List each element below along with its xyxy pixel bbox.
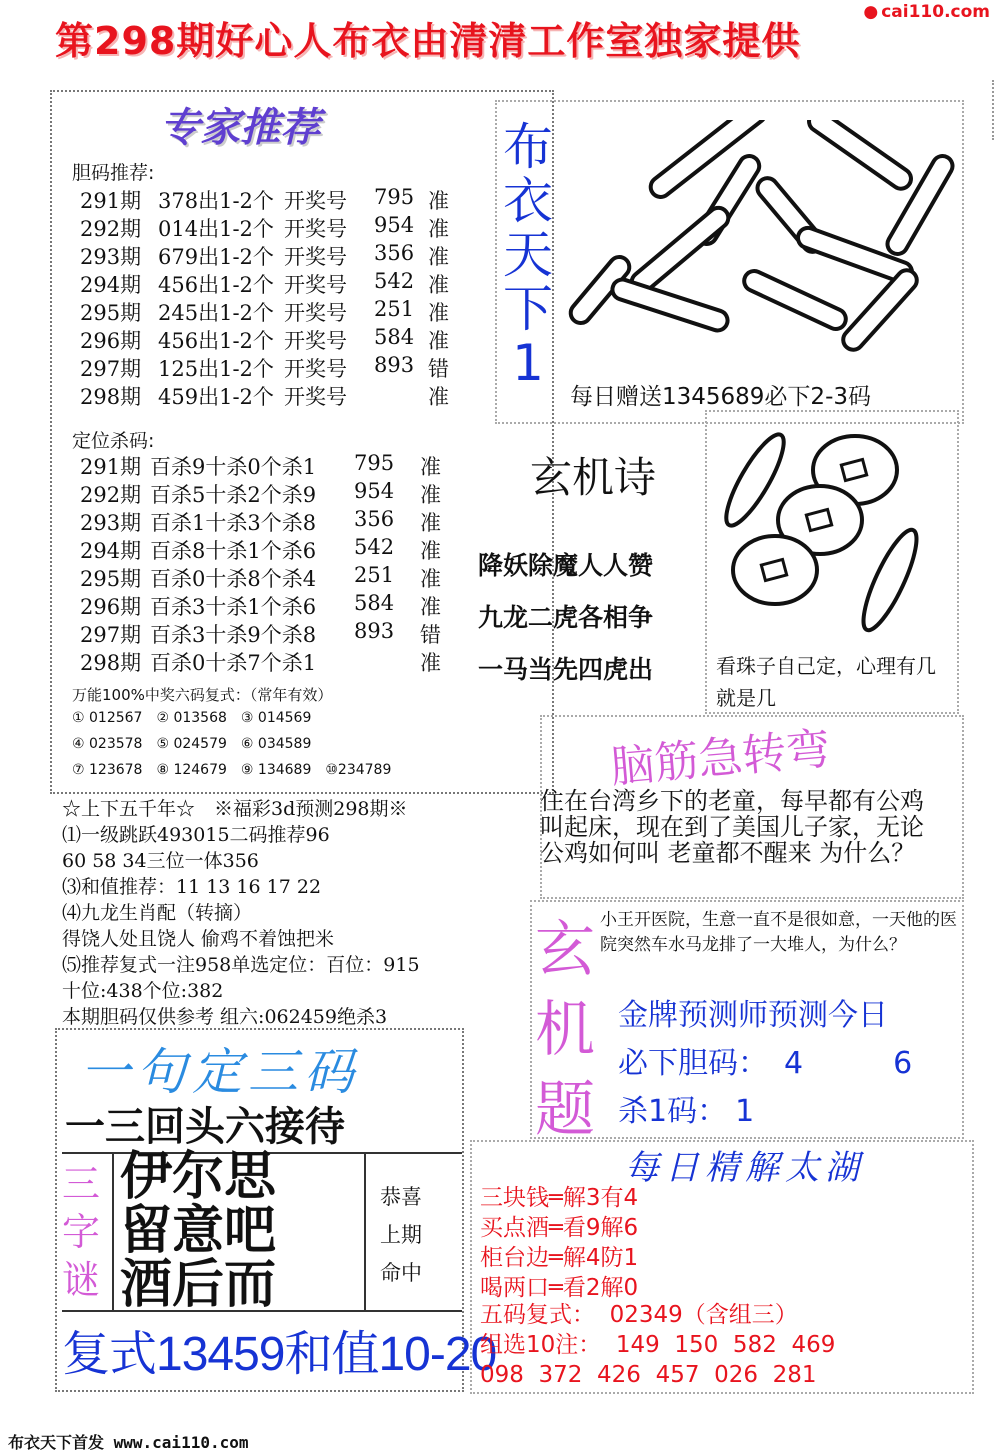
- logo-icon: ●: [863, 2, 879, 22]
- expert-heading: 专家推荐: [160, 105, 320, 151]
- label-cell: 开奖号: [284, 217, 347, 241]
- result-cell: 准: [420, 651, 441, 675]
- period-cell: 294期: [80, 539, 142, 563]
- phrase-text: 一三回头六接待: [65, 1104, 345, 1150]
- result-cell: 准: [420, 511, 441, 535]
- dan-table: [80, 185, 449, 409]
- num-cell: [374, 381, 428, 409]
- riddle-line: 酒后而: [120, 1254, 277, 1315]
- rec-cell: 125出1-2个: [158, 357, 274, 381]
- num-cell: 954: [354, 479, 395, 503]
- kill-one-value: 1: [735, 1094, 755, 1129]
- table-row: [80, 619, 441, 647]
- result-cell: 准: [428, 273, 449, 297]
- table-row: [80, 479, 441, 507]
- forecast-line: ⑴一级跳跃493015二码推荐96: [62, 824, 330, 846]
- buyi-char: 天: [503, 226, 553, 284]
- forecast-line: 60 58 34三位一体356: [62, 850, 259, 872]
- result-cell: 准: [428, 245, 449, 269]
- period-cell: 292期: [80, 483, 142, 507]
- buyi-char: 衣: [503, 172, 553, 230]
- rec-cell: 456出1-2个: [158, 273, 274, 297]
- congrats-line: 恭喜: [380, 1185, 422, 1209]
- riddle-line: 留意吧: [120, 1200, 277, 1261]
- six-code: ② 013568: [156, 710, 227, 726]
- period-cell: 298期: [80, 385, 142, 409]
- label-cell: 开奖号: [284, 385, 347, 409]
- six-code: ⑧ 124679: [156, 762, 227, 778]
- result-cell: 准: [428, 217, 449, 241]
- period-cell: 298期: [80, 651, 142, 675]
- six-codes: [72, 710, 405, 788]
- six-code-row: [72, 736, 405, 762]
- poem-line: 九龙二虎各相争: [478, 603, 654, 632]
- wuma-line: 五码复式： 02349（含组三）: [480, 1302, 798, 1328]
- num-cell: 893: [374, 353, 415, 377]
- must-a: 4: [784, 1046, 804, 1081]
- six-code: ① 012567: [72, 710, 143, 726]
- six-code: ⑩234789: [325, 762, 392, 778]
- poem-line: 降妖除魔人人赞: [478, 551, 654, 580]
- period-cell: 291期: [80, 455, 142, 479]
- period-cell: 291期: [80, 189, 142, 213]
- forecast-line: 得饶人处且饶人 偷鸡不着蚀把米: [62, 928, 335, 950]
- kill-label: 定位杀码:: [72, 430, 155, 452]
- brain-heading: 脑筋急转弯: [608, 723, 833, 794]
- num-cell: 542: [354, 535, 395, 559]
- table-row: [80, 325, 449, 353]
- buyi-char: 1: [512, 334, 544, 392]
- result-cell: 准: [428, 329, 449, 353]
- poem-note: 看珠子自己定，心理有几就是几: [716, 654, 936, 710]
- riddle-label-char: 三: [62, 1162, 101, 1206]
- num-cell: 795: [374, 185, 415, 209]
- table-row: [80, 353, 449, 381]
- congrats-line: 命中: [380, 1261, 422, 1285]
- rec-cell: 百杀3十杀1个杀6: [150, 595, 317, 619]
- table-row: [80, 563, 441, 591]
- buyi-char: 下: [503, 280, 553, 338]
- table-row: [80, 241, 449, 269]
- rec-cell: 百杀1十杀3个杀8: [150, 511, 317, 535]
- zuxuan-line: 组选10注： 149 150 582 469: [480, 1332, 836, 1358]
- label-cell: 开奖号: [284, 329, 347, 353]
- num-cell: 954: [374, 213, 415, 237]
- rec-cell: 百杀0十杀8个杀4: [150, 567, 317, 591]
- table-row: [80, 535, 441, 563]
- result-cell: 准: [420, 595, 441, 619]
- forecast-line: ⑶和值推荐：11 13 16 17 22: [62, 876, 322, 898]
- num-cell: [354, 647, 420, 675]
- result-cell: 准: [420, 539, 441, 563]
- page-title: 第298期好心人布衣由清清工作室独家提供: [55, 19, 801, 63]
- result-cell: 准: [420, 455, 441, 479]
- result-cell: 准: [428, 189, 449, 213]
- rec-cell: 459出1-2个: [158, 385, 274, 409]
- label-cell: 开奖号: [284, 301, 347, 325]
- logo-text: cai110.com: [881, 2, 990, 22]
- forecast-line: ⑷九龙生肖配（转摘）: [62, 902, 253, 924]
- six-code: ④ 023578: [72, 736, 143, 752]
- result-cell: 错: [428, 357, 449, 381]
- question-text: 小王开医院，生意一直不是很如意，一天他的医院突然车水马龙排了一大堆人，为什么？: [600, 910, 957, 955]
- question-label-char: 题: [535, 1075, 595, 1145]
- rec-cell: 679出1-2个: [158, 245, 274, 269]
- rec-cell: 378出1-2个: [158, 189, 274, 213]
- period-cell: 292期: [80, 217, 142, 241]
- taihu-lines: [480, 1183, 638, 1303]
- must-b: 6: [893, 1046, 913, 1081]
- rec-cell: 014出1-2个: [158, 217, 274, 241]
- six-label: 万能100%中奖六码复式：（常年有效）: [72, 686, 333, 704]
- num-cell: 356: [354, 507, 395, 531]
- num-cell: 251: [374, 297, 415, 321]
- rec-cell: 百杀3十杀9个杀8: [150, 623, 317, 647]
- period-cell: 296期: [80, 595, 142, 619]
- num-cell: 795: [354, 451, 395, 475]
- label-cell: 开奖号: [284, 245, 347, 269]
- num-cell: 251: [354, 563, 395, 587]
- result-cell: 错: [420, 623, 441, 647]
- result-cell: 准: [428, 301, 449, 325]
- rec-cell: 百杀5十杀2个杀9: [150, 483, 317, 507]
- gold-title: 金牌预测师预测今日: [618, 998, 888, 1033]
- period-cell: 297期: [80, 623, 142, 647]
- site-logo[interactable]: [863, 2, 990, 22]
- forecast-line: ⑸推荐复式一注958单选定位：百位：915: [62, 954, 420, 976]
- fushi-divider: [62, 1310, 462, 1312]
- six-code: ⑤ 024579: [156, 736, 227, 752]
- rec-cell: 百杀0十杀7个杀1: [150, 651, 317, 675]
- buyi-vertical: [500, 120, 556, 390]
- six-code: ⑦ 123678: [72, 762, 143, 778]
- footer-text: 布衣天下首发 www.cai110.com: [8, 1433, 249, 1452]
- table-row: [80, 591, 441, 619]
- table-row: [80, 451, 441, 479]
- table-row: [80, 647, 441, 675]
- rec-cell: 百杀8十杀1个杀6: [150, 539, 317, 563]
- period-cell: 296期: [80, 329, 142, 353]
- riddle-lines: [120, 1146, 277, 1315]
- fushi-text: 复式13459和值10-20: [62, 1328, 497, 1381]
- zuxuan-line-2: 098 372 426 457 026 281: [480, 1362, 817, 1388]
- result-cell: 准: [420, 483, 441, 507]
- forecast-block: [62, 796, 420, 1030]
- six-code-row: [72, 710, 405, 736]
- period-cell: 295期: [80, 301, 142, 325]
- rec-cell: 456出1-2个: [158, 329, 274, 353]
- phrase-heading: 一句定三码: [80, 1043, 360, 1101]
- result-cell: 准: [428, 385, 449, 409]
- must-line: [618, 1038, 912, 1082]
- table-row: [80, 213, 449, 241]
- num-cell: 584: [354, 591, 395, 615]
- right-edge-divider: [992, 80, 1000, 140]
- num-cell: 893: [354, 619, 395, 643]
- num-cell: 356: [374, 241, 415, 265]
- table-row: [80, 185, 449, 213]
- kill-one-label: 杀1码：: [618, 1094, 728, 1129]
- table-row: [80, 269, 449, 297]
- six-code: ⑨ 134689: [240, 762, 312, 778]
- taihu-line: 柜台边═解4防1: [480, 1245, 639, 1271]
- result-cell: 准: [420, 567, 441, 591]
- riddle-label-char: 字: [62, 1210, 101, 1254]
- taihu-line: 喝两口═看2解0: [480, 1275, 639, 1301]
- six-code: ③ 014569: [240, 710, 312, 726]
- must-label: 必下胆码：: [618, 1046, 768, 1081]
- kill-table: [80, 451, 441, 675]
- riddle-line: 伊尔思: [120, 1146, 277, 1207]
- question-label-char: 机: [535, 995, 595, 1065]
- poem-line: 一马当先四虎出: [478, 655, 654, 684]
- period-cell: 293期: [80, 245, 142, 269]
- six-code-row: [72, 762, 405, 788]
- coins-graphic: [715, 420, 955, 640]
- period-cell: 295期: [80, 567, 142, 591]
- table-row: [80, 297, 449, 325]
- num-cell: 584: [374, 325, 415, 349]
- brain-text: 住在台湾乡下的老童，每早都有公鸡叫起床，现在到了美国儿子家，无论公鸡如何叫 老童都不醒来 为什么？: [540, 787, 924, 867]
- forecast-line: ☆上下五千年☆ ※福彩3d预测298期※: [62, 798, 408, 820]
- period-cell: 297期: [80, 357, 142, 381]
- daily-gift: 每日赠送1345689必下2-3码: [570, 384, 871, 410]
- label-cell: 开奖号: [284, 189, 347, 213]
- period-cell: 293期: [80, 511, 142, 535]
- table-row: [80, 381, 449, 409]
- label-cell: 开奖号: [284, 273, 347, 297]
- rec-cell: 245出1-2个: [158, 301, 274, 325]
- taihu-line: 三块钱═解3有4: [480, 1185, 639, 1211]
- label-cell: 开奖号: [284, 357, 347, 381]
- rec-cell: 百杀9十杀0个杀1: [150, 455, 317, 479]
- question-label: [535, 910, 595, 1150]
- riddle-label: [62, 1160, 100, 1304]
- table-row: [80, 507, 441, 535]
- question-label-char: 玄: [535, 915, 595, 985]
- poem-lines: [478, 540, 653, 696]
- taihu-heading: 每日精解太湖: [625, 1148, 865, 1188]
- dan-label: 胆码推荐:: [72, 162, 155, 184]
- taihu-line: 买点酒═看9解6: [480, 1215, 639, 1241]
- six-code: ⑥ 034589: [240, 736, 312, 752]
- congrats-text: [380, 1178, 422, 1292]
- num-cell: 542: [374, 269, 415, 293]
- forecast-line: 十位:438个位:382: [62, 980, 224, 1002]
- period-cell: 294期: [80, 273, 142, 297]
- buyi-char: 布: [503, 118, 553, 176]
- kill-line: [618, 1086, 754, 1130]
- big-number-graphic: [560, 120, 960, 370]
- forecast-line: 本期胆码仅供参考 组六:062459绝杀3: [62, 1006, 388, 1028]
- poem-heading: 玄机诗: [530, 453, 657, 502]
- congrats-line: 上期: [380, 1223, 422, 1247]
- riddle-label-char: 谜: [62, 1258, 101, 1302]
